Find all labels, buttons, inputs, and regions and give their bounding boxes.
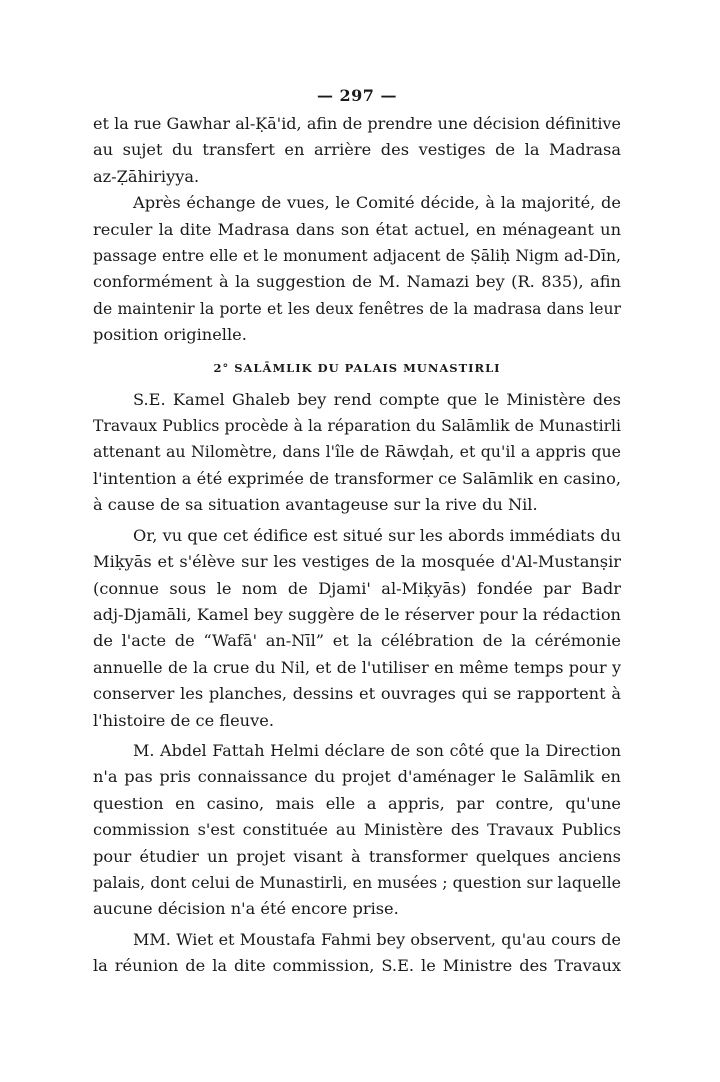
paragraph-3 bbox=[93, 387, 621, 519]
text-line: Miḳyās et s'élève sur les vestiges de la mosquée d'Al-Mustanṣir bbox=[93, 552, 621, 572]
text-line: adj-Djamāli, Kamel bey suggère de le réserver pour la rédaction bbox=[93, 604, 621, 624]
text-line: pour étudier un projet visant à transformer quelques anciens bbox=[93, 846, 621, 866]
text-line: attenant au Nilomètre, dans l'île de Rāwḍah, et qu'il a appris que bbox=[93, 442, 621, 462]
text-line: MM. Wiet et Moustafa Fahmi bey observent, qu'au cours de bbox=[133, 929, 621, 949]
text-line: az-Ẓāhiriyya. bbox=[93, 166, 200, 186]
text-line: l'histoire de ce fleuve. bbox=[93, 710, 274, 730]
text-line: conserver les planches, dessins et ouvrages qui se rapportent à bbox=[93, 684, 621, 704]
paragraph-1 bbox=[93, 111, 621, 190]
text-line: Après échange de vues, le Comité décide, à la majorité, de bbox=[133, 193, 621, 213]
paragraph-6 bbox=[93, 927, 621, 980]
text-line: de maintenir la porte et les deux fenêtres de la madrasa dans leur bbox=[93, 299, 621, 318]
text-line: position originelle. bbox=[93, 325, 247, 345]
text-line: à cause de sa situation avantageuse sur la rive du Nil. bbox=[93, 495, 538, 515]
text-line: annuelle de la crue du Nil, et de l'utiliser en même temps pour y bbox=[93, 657, 621, 677]
paragraph-4 bbox=[93, 523, 621, 734]
paragraph-5 bbox=[93, 738, 621, 923]
text-line: l'intention a été exprimée de transformer ce Salāmlik en casino, bbox=[93, 468, 621, 488]
section-heading: 2° SALĀMLIK DU PALAIS MUNASTIRLI bbox=[213, 360, 501, 375]
text-line: la réunion de la dite commission, S.E. le Ministre des Travaux bbox=[93, 956, 621, 976]
text-line: Travaux Publics procède à la réparation du Salāmlik de Munastirli bbox=[93, 417, 621, 436]
text-line: M. Abdel Fattah Helmi déclare de son côté que la Direction bbox=[133, 740, 621, 760]
text-line: S.E. Kamel Ghaleb bey rend compte que le Ministère des bbox=[133, 389, 621, 409]
text-line: question en casino, mais elle a appris, par contre, qu'une bbox=[93, 793, 621, 813]
text-line: et la rue Gawhar al-Ḳā'id, afin de prendre une décision définitive bbox=[93, 114, 621, 133]
text-line: aucune décision n'a été encore prise. bbox=[93, 899, 399, 919]
page-number: — 297 — bbox=[316, 86, 398, 105]
text-line: Or, vu que cet édifice est situé sur les abords immédiats du bbox=[133, 525, 621, 545]
text-line: palais, dont celui de Munastirli, en musées ; question sur laquelle bbox=[93, 872, 621, 892]
text-line: passage entre elle et le monument adjacent de Ṣāliḥ Nigm ad-Dīn, bbox=[93, 247, 621, 266]
text-line: n'a pas pris connaissance du projet d'aménager le Salāmlik en bbox=[93, 767, 621, 787]
text-line: conformément à la suggestion de M. Namazi bey (R. 835), afin bbox=[93, 272, 621, 292]
text-line: (connue sous le nom de Djami' al-Miḳyās) fondée par Badr bbox=[93, 578, 621, 598]
text-line: de l'acte de “Wafā' an-Nīl” et la célébration de la cérémonie bbox=[93, 631, 621, 651]
text-line: commission s'est constituée au Ministère des Travaux Publics bbox=[93, 820, 621, 840]
text-line: reculer la dite Madrasa dans son état actuel, en ménageant un bbox=[93, 219, 621, 239]
document-page bbox=[93, 86, 621, 980]
paragraph-2 bbox=[93, 190, 621, 348]
text-line: au sujet du transfert en arrière des vestiges de la Madrasa bbox=[93, 140, 621, 160]
